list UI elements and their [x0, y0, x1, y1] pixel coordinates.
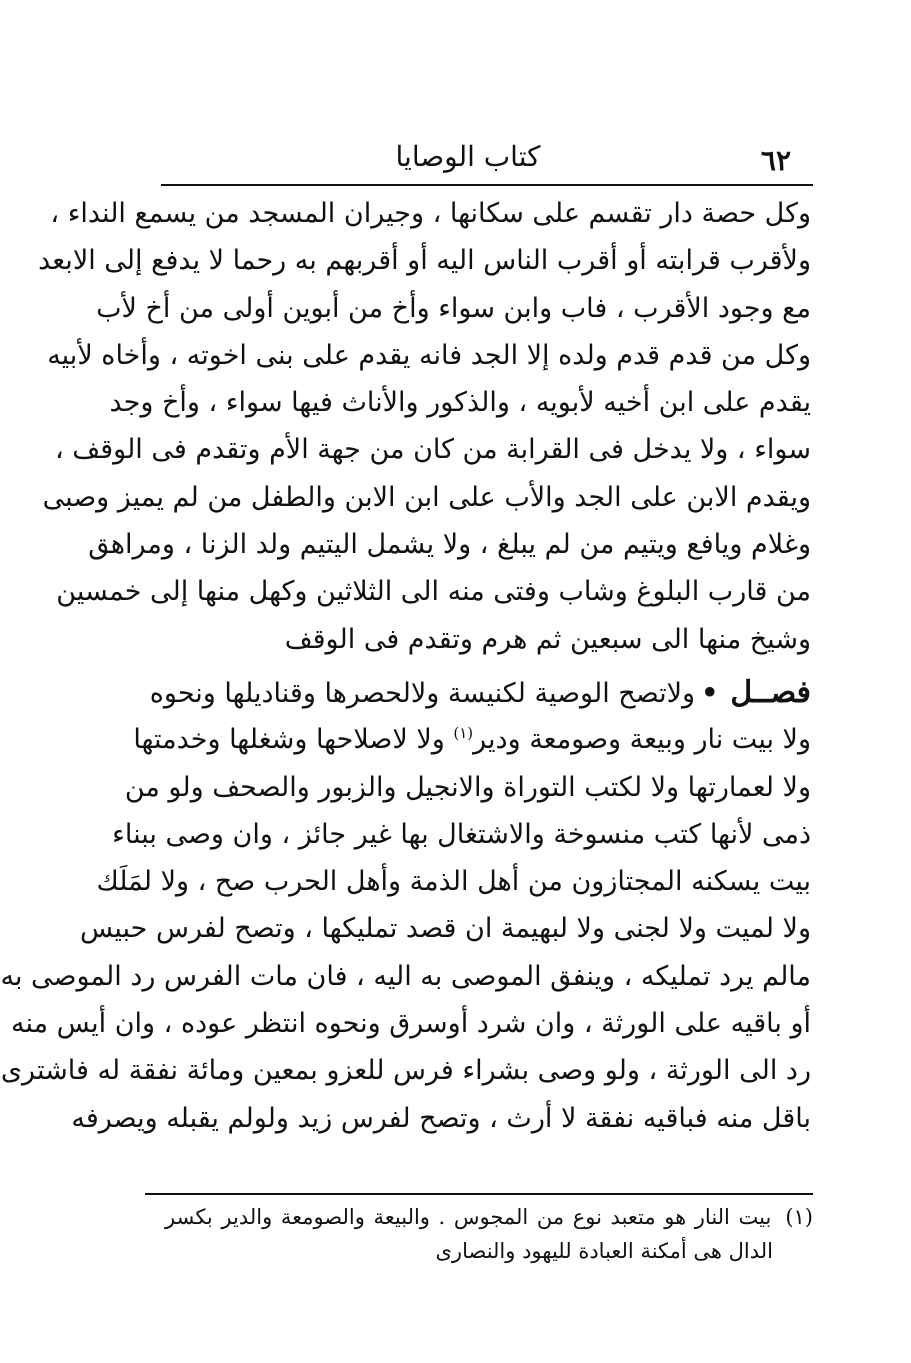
- text-line: بيت يسكنه المجتازون من أهل الذمة وأهل الحرب صح ، ولا لمَلَك: [96, 866, 811, 898]
- text-line: ولأقرب قرابته أو أقرب الناس اليه أو أقربهم به رحما لا يدفع إلى الابعد: [38, 245, 811, 277]
- footnotes: [165, 1200, 813, 1268]
- section-first-line-text: ولاتصح الوصية لكنيسة ولالحصرها وقناديلها ونحوه: [149, 677, 696, 709]
- footnote-line: [165, 1200, 813, 1234]
- running-title: كتاب الوصايا: [395, 140, 541, 173]
- text-line-with-footnote: [133, 716, 811, 763]
- text-line: أو باقيه على الورثة ، وان شرد أوسرق ونحوه انتظر عوده ، وان أيس منه: [11, 1008, 811, 1040]
- section-first-line: [149, 669, 811, 716]
- footnote-reference: (١): [453, 724, 474, 743]
- section-bullet: •: [701, 677, 719, 709]
- text-line: ويقدم الابن على الجد والأب على ابن الابن والطفل من لم يميز وصبى: [42, 481, 811, 513]
- text-line: رد الى الورثة ، ولو وصى بشراء فرس للعزو بمعين ومائة نفقة له فاشترى: [0, 1055, 811, 1087]
- text-line: مع وجود الأقرب ، فاب وابن سواء وأخ من أبوين أولى من أخ لأب: [96, 292, 811, 324]
- text-line: من قارب البلوغ وشاب وفتى منه الى الثلاثين وكهل منها إلى خمسين: [56, 576, 811, 608]
- text-line: وغلام ويافع ويتيم من لم يبلغ ، ولا يشمل اليتيم ولد الزنا ، ومراهق: [88, 529, 811, 561]
- text-line: ولا لميت ولا لجنى ولا لبهيمة ان قصد تمليكها ، وتصح لفرس حبيس: [79, 913, 811, 945]
- text-line: وكل من قدم قدم ولده إلا الجد فانه يقدم على بنى اخوته ، وأخاه لأبيه: [47, 339, 811, 371]
- text-segment: ولا بيت نار وبيعة وصومعة ودير: [473, 724, 811, 756]
- text-line: مالم يرد تمليكه ، وينفق الموصى به اليه ، فان مات الفرس رد الموصى به: [0, 960, 811, 992]
- text-line: باقل منه فباقيه نفقة لا أرث ، وتصح لفرس زيد ولولم يقبله ويصرفه: [71, 1102, 811, 1134]
- page-number: ٦٢: [760, 144, 791, 177]
- text-line: سواء ، ولا يدخل فى القرابة من كان من جهة الأم وتقدم فى الوقف ،: [54, 434, 811, 466]
- text-line: وشيخ منها الى سبعين ثم هرم وتقدم فى الوقف: [284, 623, 811, 655]
- footnote-rule: [145, 1193, 813, 1195]
- footnote-text: بيت النار هو متعبد نوع من المجوس . والبيعة والصومعة والدير بكسر: [165, 1205, 772, 1229]
- main-text: [0, 190, 811, 1142]
- text-line: وكل حصة دار تقسم على سكانها ، وجيران المسجد من يسمع النداء ،: [50, 198, 811, 229]
- text-line: يقدم على ابن أخيه لأبويه ، والذكور والأناث فيها سواء ، وأخ وجد: [109, 387, 811, 419]
- header-rule: [161, 184, 813, 186]
- footnote-line: الدال هى أمكنة العبادة لليهود والنصارى: [435, 1239, 773, 1263]
- text-segment: ولا لاصلاحها وشغلها وخدمتها: [133, 724, 454, 756]
- page-header: [163, 138, 813, 178]
- section-heading: فصــل: [730, 674, 811, 710]
- text-line: ولا لعمارتها ولا لكتب التوراة والانجيل والزبور والصحف ولو من: [124, 771, 811, 803]
- text-line: ذمى لأنها كتب منسوخة والاشتغال بها غير جائز ، وان وصى ببناء: [112, 818, 811, 850]
- footnote-marker: (١): [785, 1205, 813, 1229]
